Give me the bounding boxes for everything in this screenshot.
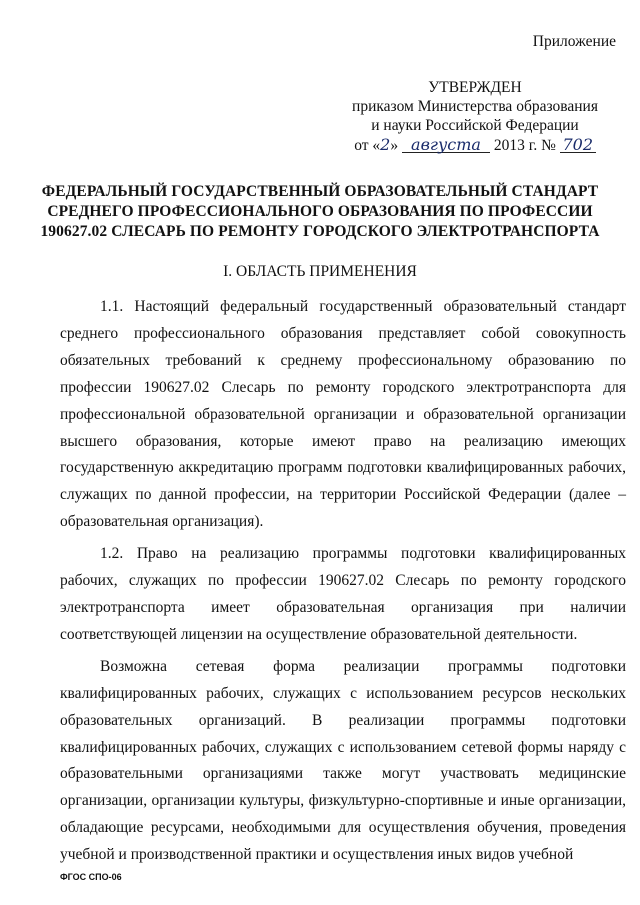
document-body [60, 294, 626, 874]
appendix-label: Приложение [532, 33, 616, 50]
date-prefix: от « [354, 137, 381, 154]
approval-line-1: приказом Министерства образования [352, 98, 598, 115]
approval-block [330, 78, 620, 155]
document-title [20, 182, 620, 242]
footer-code: ФГОС СПО-06 [60, 872, 122, 882]
handwritten-month: августа [402, 137, 490, 153]
title-line-1: ФЕДЕРАЛЬНЫЙ ГОСУДАРСТВЕННЫЙ ОБРАЗОВАТЕЛЬНЫЙ СТАНДАРТ [41, 183, 599, 200]
title-line-2: СРЕДНЕГО ПРОФЕССИОНАЛЬНОГО ОБРАЗОВАНИЯ ПО ПРОФЕССИИ [47, 203, 593, 220]
section-heading: I. ОБЛАСТЬ ПРИМЕНЕНИЯ [223, 263, 417, 280]
handwritten-order-number: 702 [560, 137, 596, 153]
paragraph-network-form: Возможна сетевая форма реализации программы подготовки квалифицированных рабочих, служащих с использованием ресурсов нескольких образовательных организаций. В реализации программы подготовки квалифицированных рабочих, служащих с использованием сетевой формы наряду с образовательными организациями также могут участвовать медицинские организации, организации культуры, физкультурно-спортивные и иные организации, обладающие ресурсами, необходимыми для осуществления обучения, проведения учебной и производственной практики и осуществления иных видов учебной [60, 657, 626, 864]
approval-date-line [330, 135, 620, 155]
date-mid: » [390, 137, 399, 154]
year-text: 2013 г. № [493, 137, 556, 154]
paragraph-1-2: 1.2. Право на реализацию программы подготовки квалифицированных рабочих, служащих по профессии 190627.02 Слесарь по ремонту городского электротранспорта имеет образовательная организация при наличии соответствующей лицензии на осуществление образовательной деятельности. [60, 545, 626, 643]
handwritten-day: 2 [380, 135, 391, 154]
approval-line-2: и науки Российской Федерации [371, 117, 579, 134]
paragraph-1-1: 1.1. Настоящий федеральный государственный образовательный стандарт среднего профессионального образования представляет собой совокупность обязательных требований к среднему профессиональному образованию по профессии 190627.02 Слесарь по ремонту городского электротранспорта для профессиональной образовательной организации и образовательной организации высшего образования, которые имеют право на реализацию имеющих государственную аккредитацию программ подготовки квалифицированных рабочих, служащих по данной профессии, на территории Российской Федерации (далее – образовательная организация). [60, 298, 626, 531]
title-line-3: 190627.02 СЛЕСАРЬ ПО РЕМОНТУ ГОРОДСКОГО ЭЛЕКТРОТРАНСПОРТА [40, 223, 600, 240]
approved-heading: УТВЕРЖДЕН [428, 79, 522, 96]
